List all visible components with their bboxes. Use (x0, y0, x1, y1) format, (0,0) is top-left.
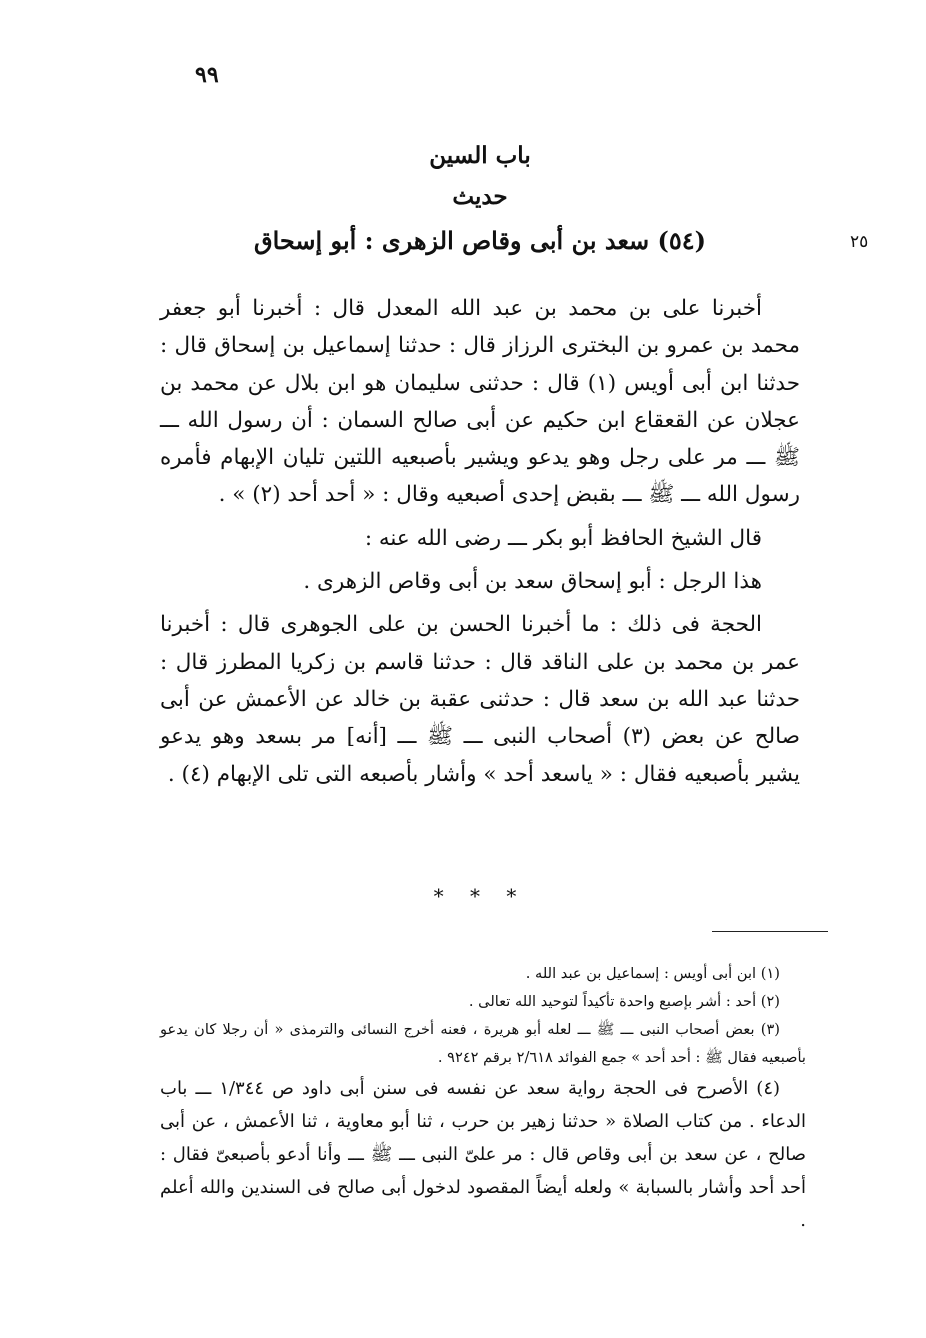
footnote-2: (٢) أحد : أشر بإصبع واحدة تأكيداً لتوحيد الله تعالى . (468, 993, 780, 1010)
section-heading: حديث (452, 183, 508, 210)
footnote-1: (١) ابن أبى أويس : إسماعيل بن عبد الله . (525, 965, 780, 982)
chapter-heading: باب السين (429, 142, 531, 169)
footnotes (160, 960, 806, 1237)
margin-line-number: ٢٥ (850, 232, 869, 252)
paragraph-3: هذا الرجل : أبو إسحاق سعد بن أبى وقاص الزهرى . (303, 569, 762, 595)
main-text (160, 290, 800, 793)
section-separator: * * * (433, 884, 527, 908)
paragraph-1: أخبرنا على بن محمد بن عبد الله المعدل قال : أخبرنا أبو جعفر محمد بن عمرو بن البخترى الرزاز قال : حدثنا إسماعيل بن إسحاق قال : حدثنا ابن أبى أويس (١) قال : حدثنى سليمان هو ابن بلال عن محمد بن عجلان عن القعقاع ابن حكيم عن أبى صالح السمان : أن رسول الله ـــ ﷺ ـــ مر على رجل وهو يدعو ويشير بأصبعيه اللتين تليان الإبهام فأمره رسول الله ـــ ﷺ ـــ بقبض إحدى أصبعيه وقال : « أحد أحد (٢) » . (160, 296, 800, 508)
page-number: ٩٩ (195, 62, 219, 88)
footnote-3: (٣) بعض أصحاب النبى ـــ ﷺ ـــ لعله أبو هريرة ، فعنه أخرج النسائى والترمذى « أن رجلا كان يدعو بأصبعيه فقال ﷺ : أحد أحد » جمع الفوائد ٢/٦١٨ برقم ٩٢٤٢ . (160, 1021, 806, 1066)
paragraph-2: قال الشيخ الحافظ أبو بكر ـــ رضى الله عنه : (364, 525, 762, 551)
entry-heading: (٥٤) سعد بن أبى وقاص الزهرى : أبو إسحاق (253, 226, 707, 255)
footnote-rule (712, 931, 828, 932)
paragraph-4: الحجة فى ذلك : ما أخبرنا الحسن بن على الجوهرى قال : أخبرنا عمر بن محمد بن على الناقد قال : حدثنا قاسم بن زكريا المطرز قال : حدثنا عبد الله بن سعد قال : حدثنى عقبة بن خالد عن الأعمش عن أبى صالح عن بعض (٣) أصحاب النبى ـــ ﷺ ـــ [أنه] مر بسعد وهو يدعو يشير بأصبعيه فقال : « ياسعد أحد » وأشار بأصبعه التى تلى الإبهام (٤) . (160, 612, 800, 787)
footnote-4: (٤) الأصرح فى الحجة رواية سعد عن نفسه فى سنن أبى داود ص ١/٣٤٤ ـــ باب الدعاء . من كتاب الصلاة « حدثنا زهير بن حرب ، ثنا أبو معاوية ، ثنا الأعمش ، عن أبى صالح ، عن سعد بن أبى وقاص قال : مر علىّ النبى ـــ ﷺ ـــ وأنا أدعو بأصبعىّ فقال : أحد أحد وأشار بالسبابة » ولعله أيضاً المقصود لدخول أبى صالح فى السندين والله أعلم . (160, 1078, 806, 1231)
